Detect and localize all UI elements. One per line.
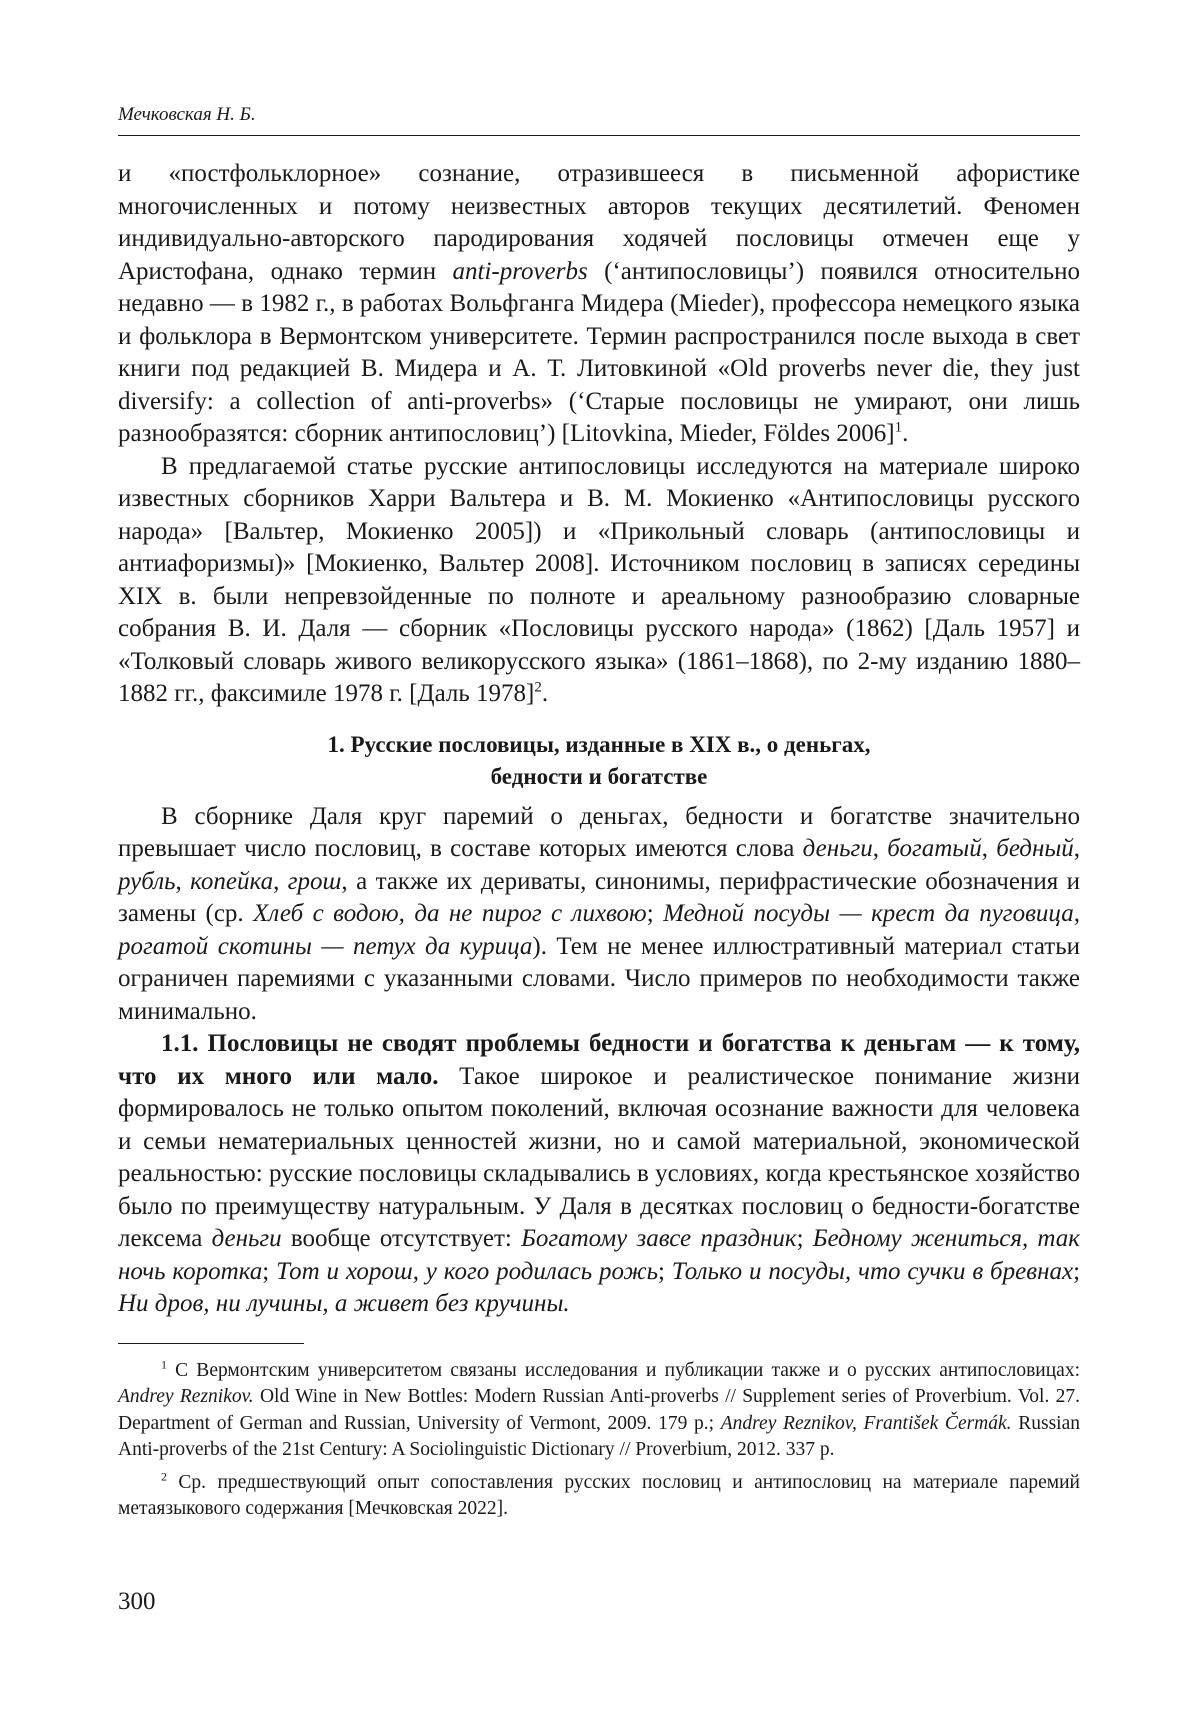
italic-word: деньги xyxy=(211,1225,282,1252)
text-span: Такое широкое и реалистическое понимание жизни формировалось не только опытом поколений, включая осознание важности для человека и семьи нематериальных ценностей жизни, но и самой материальной, экономической реальностью: русские пословицы складывались в условиях, когда крестьянское хозяйство было по преимуществу натуральным. У Даля в десятках пословиц о бедности-богатстве лексема xyxy=(118,1062,1080,1252)
text-span: ; xyxy=(262,1257,277,1285)
italic-proverb: Хлеб с водою, да не пирог с лихвою xyxy=(253,900,647,927)
text-span: , xyxy=(872,835,888,862)
bold-subsection-title: 1.1. Пословицы не сводят проблемы бедности и богатства к деньгам — к тому, что их много или мало. xyxy=(118,1030,1080,1090)
text-span: и «постфольклорное» сознание, отразившееся в письменной афористике многочисленных и потому неизвестных авторов текущих десятилетий. Феномен индивидуально-авторского пародирования ходячей пословицы отмечен еще у Аристофана, однако термин xyxy=(118,160,1080,285)
paragraph-1 xyxy=(118,158,1080,451)
text-span: ; xyxy=(1073,1257,1081,1285)
italic-word: рубль xyxy=(118,867,176,895)
section-heading xyxy=(118,729,1080,793)
text-span: . xyxy=(902,420,909,447)
footnote-ref-1[interactable]: 1 xyxy=(894,419,903,436)
footnote-ref-2[interactable]: 2 xyxy=(534,679,542,696)
italic-term: anti-proverbs xyxy=(452,257,588,285)
running-header xyxy=(118,104,1080,136)
text-span: ). Тем не менее иллюстративный материал статьи ограничен паремиями с указанными словами. Число примеров по необходимости также минимально. xyxy=(118,932,1080,1025)
text-span: . xyxy=(541,680,549,707)
running-title: Мечковская Н. Б. xyxy=(118,104,256,125)
footnote-divider xyxy=(118,1343,304,1344)
text-span: ; xyxy=(646,900,664,927)
italic-word: деньги xyxy=(802,835,873,862)
italic-word: грош xyxy=(287,867,342,895)
italic-author: Andrey Reznikov, František Čermák. xyxy=(720,1412,1012,1434)
text-span: , xyxy=(1073,835,1081,862)
text-span: , а также их дериваты, синонимы, перифрастические обозначения и замены (ср. xyxy=(118,867,1080,927)
italic-proverb: Бедному жениться, так ночь коротка xyxy=(118,1225,1080,1285)
italic-proverb: Тот и хорош, у кого родилась рожь xyxy=(276,1257,658,1285)
footnote-number: 1 xyxy=(161,1357,167,1371)
footnote-1 xyxy=(118,1358,1080,1464)
italic-proverb: Только и посуды, что сучки в бревнах xyxy=(671,1257,1074,1285)
section-heading-line-1: 1. Русские пословицы, изданные в XIX в., о деньгах, xyxy=(327,731,871,757)
paragraph-4 xyxy=(118,1028,1080,1321)
text-span: (‘антипословицы’) появился относительно недавно — в 1982 г., в работах Вольфганга Мидера (Mieder), профессора немецкого языка и фольклора в Вермонтском университете. Термин распространился после выхода в свет книги под редакцией В. Мидера и А. Т. Литовкиной «Old proverbs never die, they just diversify: a collection of anti-proverbs» (‘Старые пословицы не умирают, они лишь разнообразятся: сборник антипословиц’) [Litovkina, Mieder, Földes 2006] xyxy=(118,257,1080,447)
text-span: С Вермонтским университетом связаны исследования и публикации также и о русских антипословицах: xyxy=(167,1359,1080,1381)
text-span: ; xyxy=(657,1257,672,1285)
footnote-2 xyxy=(118,1470,1080,1523)
text-span: Russian Anti-proverbs of the 21st Century: A Sociolinguistic Dictionary // Proverbium, 2012. 337 p. xyxy=(118,1412,1080,1460)
section-heading-line-2: бедности и богатстве xyxy=(490,763,708,789)
italic-proverb: Богатому завсе праздник xyxy=(521,1225,797,1252)
paragraph-3 xyxy=(118,801,1080,1029)
text-span: Old Wine in New Bottles: Modern Russian Anti-proverbs // Supplement series of Proverbium. Vol. 27. Department of German and Russian, University of Vermont, 2009. 179 p.; xyxy=(118,1386,1080,1434)
italic-word: бедный xyxy=(996,835,1074,862)
italic-word: богатый xyxy=(887,835,982,862)
page-body xyxy=(118,158,1080,1529)
text-span: В предлагаемой статье русские антипословицы исследуются на материале широко известных сборников Харри Вальтера и В. М. Мокиенко «Антипословицы русского народа» [Вальтер, Мокиенко 2005]) и «Прикольный словарь (антипословицы и антиафоризмы)» [Мокиенко, Вальтер 2008]. Источником пословиц в записях середины XIX в. были непревзойденные по полноте и ареальному разнообразию словарные собрания В. И. Даля — сборник «Пословицы русского народа» (1862) [Даль 1957] и «Толковый словарь живого великорусского языка» (1861–1868), по 2-му изданию 1880–1882 гг., факсимиле 1978 г. [Даль 1978] xyxy=(118,452,1080,707)
page-number: 300 xyxy=(118,1588,156,1615)
italic-proverb: Ни дров, ни лучины, а живет без кручины. xyxy=(118,1290,570,1317)
italic-proverb: Медной посуды — крест да пуговица, рогатой скотины — петух да курица xyxy=(118,900,1080,960)
text-span: В сборнике Даля круг паремий о деньгах, бедности и богатстве значительно превышает число пословиц, в составе которых имеются слова xyxy=(118,802,1080,862)
paragraph-2 xyxy=(118,451,1080,711)
text-span: вообще отсутствует: xyxy=(281,1225,522,1252)
text-span: , xyxy=(175,867,191,895)
text-span: Ср. предшествующий опыт сопоставления русских пословиц и антипословиц на материале паремий метаязыкового содержания [Мечковская 2022]. xyxy=(118,1471,1080,1519)
text-span: , xyxy=(273,867,288,895)
footnote-number: 2 xyxy=(161,1469,167,1483)
text-span: , xyxy=(981,835,997,862)
italic-word: копейка xyxy=(190,867,274,895)
italic-author: Andrey Reznikov. xyxy=(118,1386,254,1407)
text-span: ; xyxy=(796,1225,813,1252)
